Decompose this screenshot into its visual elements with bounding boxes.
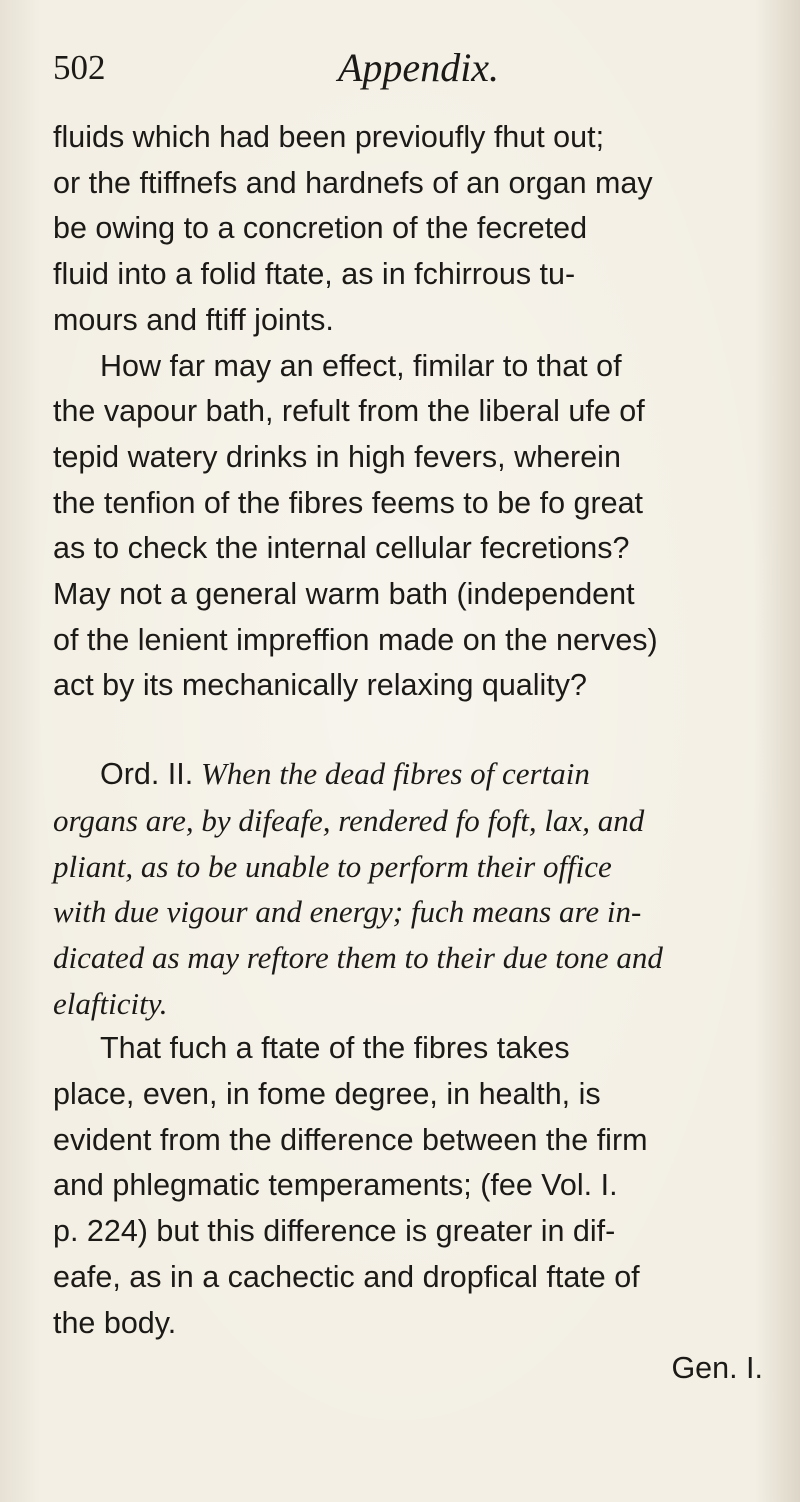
heading-line: elafticity. xyxy=(53,985,168,1021)
text-line: That fuch a ftate of the fibres takes xyxy=(100,1031,570,1066)
text-line: p. 224) but this difference is greater in dif- xyxy=(53,1214,616,1249)
heading-line: pliant, as to be unable to perform their office xyxy=(53,848,612,884)
text-line: the body. xyxy=(53,1305,177,1340)
paragraph-continuation xyxy=(53,115,773,344)
text-line: as to check the internal cellular fecretions? xyxy=(53,531,630,566)
text-line: and phlegmatic temperaments; (fee Vol. I. xyxy=(53,1168,618,1203)
paragraph-explanation xyxy=(53,1026,773,1346)
heading-line xyxy=(53,751,773,798)
text-line: fluids which had been previoufly fhut out; xyxy=(53,120,605,154)
heading-line: dicated as may reftore them to their due tone and xyxy=(53,939,663,975)
text-line: place, even, in fome degree, in health, is xyxy=(53,1077,601,1112)
text-line: evident from the difference between the firm xyxy=(53,1122,648,1157)
text-line: of the lenient impreffion made on the nerves) xyxy=(53,622,658,657)
section-label: Ord. II. xyxy=(100,757,194,792)
text-line: the tenfion of the fibres feems to be fo great xyxy=(53,485,644,520)
section-heading xyxy=(53,751,773,1026)
text-line: fluid into a folid ftate, as in fchirrous tu- xyxy=(53,257,576,292)
text-line: May not a general warm bath (independent xyxy=(53,577,635,612)
heading-line: organs are, by difeafe, rendered fo foft, lax, and xyxy=(53,802,645,838)
page-number: 502 xyxy=(53,48,106,87)
text-line: mours and ftiff joints. xyxy=(53,302,334,337)
heading-line: with due vigour and energy; fuch means are in- xyxy=(53,894,642,930)
text-line: tepid watery drinks in high fevers, wherein xyxy=(53,439,621,474)
running-title: Appendix. xyxy=(338,45,500,90)
paragraph-question xyxy=(53,344,773,710)
text-line: or the ftiffnefs and hardnefs of an organ may xyxy=(53,165,653,200)
text-line: eafe, as in a cachectic and dropfical ftate of xyxy=(53,1259,640,1294)
text-line: How far may an effect, fimilar to that of xyxy=(100,348,622,383)
catchword: Gen. I. xyxy=(671,1351,763,1386)
running-head xyxy=(53,44,753,104)
heading-text: When the dead fibres of certain xyxy=(200,756,590,792)
text-line: act by its mechanically relaxing quality? xyxy=(53,668,588,703)
text-line: be owing to a concretion of the fecreted xyxy=(53,211,588,246)
page-body xyxy=(53,115,773,1392)
text-line: the vapour bath, refult from the liberal ufe of xyxy=(53,394,645,429)
